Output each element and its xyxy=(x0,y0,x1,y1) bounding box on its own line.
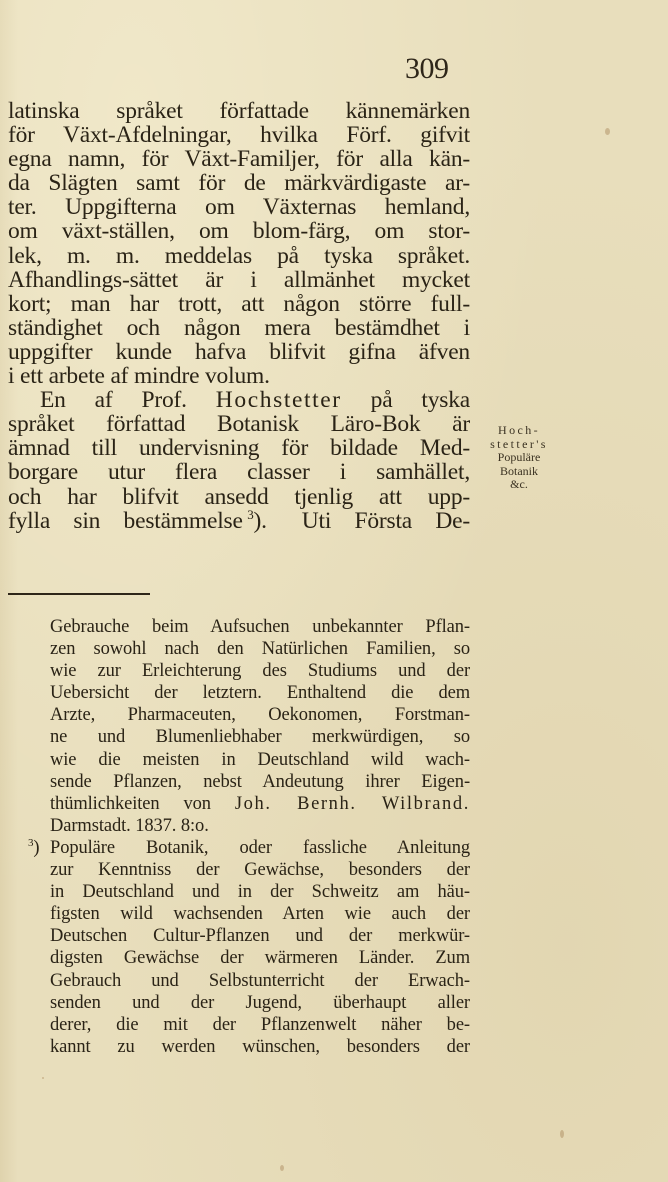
footnote-line: Uebersicht der letztern. Enthaltend die dem xyxy=(50,683,470,704)
footnote-line-with-author xyxy=(8,793,470,815)
text-line: för Växt-Afdelningar, hvilka Förf. gifvit xyxy=(8,122,470,149)
footnote-line: Deutschen Cultur-Pflanzen und der merkwür- xyxy=(50,926,470,947)
paper-speck xyxy=(560,1130,564,1138)
paper-speck xyxy=(42,1077,44,1079)
text-line: latinska språket författade kännemärken xyxy=(8,98,470,124)
footnote-line: Arzte, Pharmaceuten, Oekonomen, Forstman- xyxy=(50,705,470,726)
footnote-line: ne und Blumenliebhaber merkwürdigen, so xyxy=(50,727,470,748)
text-line-with-footnote-ref xyxy=(8,506,470,534)
text-line: da Slägten samt för de märkvärdigaste ar- xyxy=(8,170,470,197)
author-name-hochstetter: Hochstetter xyxy=(215,387,342,414)
margin-note-line: stetter's xyxy=(490,436,548,451)
text-fragment: En af Prof. xyxy=(40,387,216,414)
footnote-3-first-line xyxy=(8,837,470,859)
footnote-reference: 3 xyxy=(247,506,254,522)
footnote-line: kannt zu werden wünschen, besonders der xyxy=(50,1036,470,1057)
paragraph-start-line xyxy=(8,388,470,412)
footnote-line: digsten Gewächse der wärmeren Länder. Zum xyxy=(50,948,470,969)
margin-note-line: Hoch- xyxy=(498,423,540,437)
footnote-line: zen sowohl nach den Natürlichen Familien, so xyxy=(50,639,470,660)
footnote-marker-paren: ) xyxy=(33,837,40,858)
footnote-line: figsten wild wachsenden Arten wie auch der xyxy=(50,904,470,925)
page-number: 309 xyxy=(405,52,449,85)
text-fragment: fylla sin bestämmelse xyxy=(8,507,243,534)
footnote-3-marker xyxy=(28,837,39,859)
footnote-line: zur Kenntniss der Gewächse, besonders der xyxy=(50,860,470,881)
text-line: ter. Uppgifterna om Växternas hemland, xyxy=(8,194,470,221)
text-fragment: på tyska xyxy=(341,387,470,414)
footnote-line: Darmstadt. 1837. 8:o. xyxy=(50,815,209,836)
footnote-line: sende Pflanzen, nebst Andeutung ihrer Eigen- xyxy=(50,771,470,792)
text-line: om växt-ställen, om blom-färg, om stor- xyxy=(8,218,470,245)
footnote-line: Gebrauche beim Aufsuchen unbekannter Pflan- xyxy=(50,617,470,637)
margin-note xyxy=(478,424,560,492)
footnote-number: 3 xyxy=(28,836,34,849)
footnote-divider xyxy=(8,593,150,595)
margin-note-line: &c. xyxy=(510,477,528,491)
text-line: och har blifvit ansedd tjenlig att upp- xyxy=(8,483,470,510)
text-line: ständighet och någon mera bestämdhet i xyxy=(8,314,470,341)
text-line: lek, m. m. meddelas på tyska språket. xyxy=(8,242,470,269)
footnotes xyxy=(8,616,470,1058)
text-line: i ett arbete af mindre volum. xyxy=(8,363,270,390)
footnote-line: derer, die mit der Pflanzenwelt näher be- xyxy=(50,1014,470,1035)
text-line: egna namn, för Växt-Familjer, för alla kän- xyxy=(8,146,470,173)
text-line: språket författad Botanisk Läro-Bok är xyxy=(8,411,470,438)
text-line: Afhandlings-sättet är i allmänhet mycket xyxy=(8,266,470,293)
text-fragment: Uti Första De- xyxy=(301,507,470,534)
text-fragment: thümlichkeiten von xyxy=(50,793,211,814)
text-line: kort; man har trott, att någon större full- xyxy=(8,290,470,317)
footnote-line: senden und der Jugend, überhaupt aller xyxy=(50,992,470,1013)
footnote-ref-close: ). xyxy=(253,507,267,534)
text-line: ämnad till undervisning för bildade Med- xyxy=(8,435,470,462)
paper-speck xyxy=(280,1165,284,1171)
main-body-text xyxy=(8,99,470,533)
footnote-line: Gebrauch und Selbstunterricht der Erwach- xyxy=(50,970,470,991)
text-line: uppgifter kunde hafva blifvit gifna äfven xyxy=(8,338,470,365)
footnote-line: wie die meisten in Deutschland wild wach- xyxy=(50,749,470,770)
author-name-wilbrand: Joh. Bernh. Wilbrand. xyxy=(234,793,470,814)
footnote-line: in Deutschland und in der Schweitz am häu- xyxy=(50,882,470,903)
paper-speck xyxy=(605,128,610,135)
footnote-line: wie zur Erleichterung des Studiums und der xyxy=(50,661,470,682)
text-fragment: Populäre Botanik, oder fassliche Anleitung xyxy=(50,837,470,858)
margin-note-line: Botanik xyxy=(500,463,538,478)
margin-note-line: Populäre xyxy=(497,450,541,464)
text-line: borgare utur flera classer i samhället, xyxy=(8,459,470,486)
